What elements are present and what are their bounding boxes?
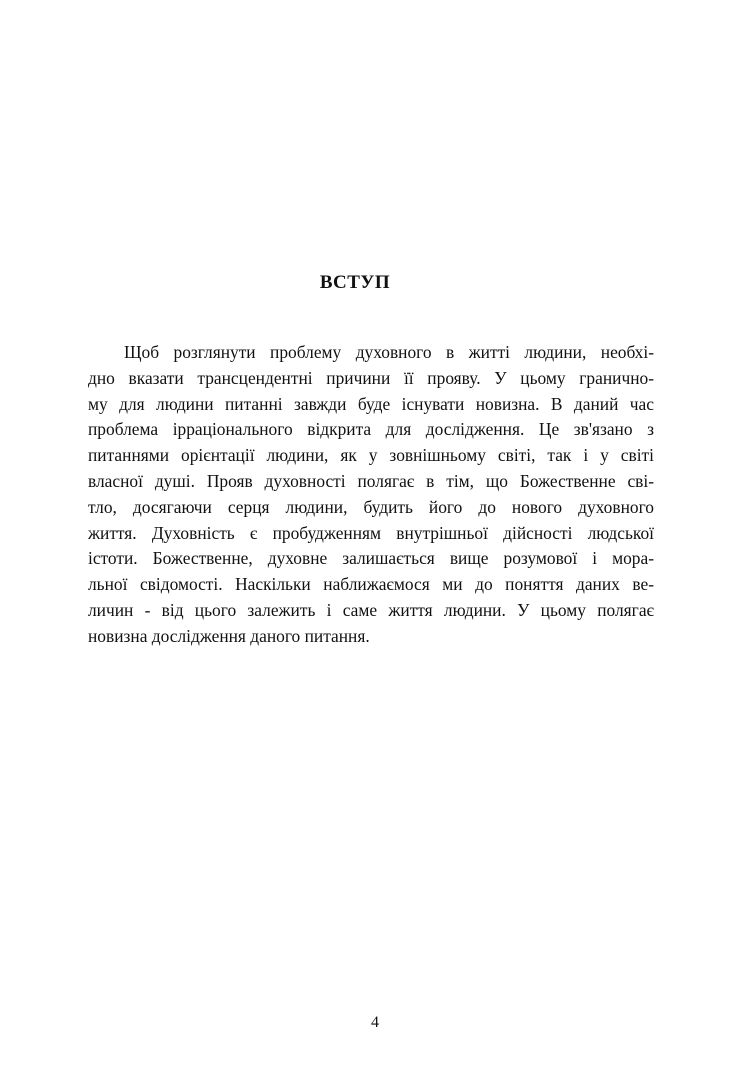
paragraph-line: новизна дослідження даного питання. (88, 625, 370, 646)
paragraph-line: питаннями орієнтації людини, як у зовнішньому світі, так і у світі (88, 445, 654, 466)
paragraph-line: льної свідомості. Наскільки наближаємося ми до поняття даних ве- (88, 574, 654, 595)
paragraph-line: істоти. Божественне, духовне залишається вище розумової і мора- (88, 548, 654, 569)
paragraph-line: дно вказати трансцендентні причини її прояву. У цьому гранично- (88, 367, 654, 388)
intro-paragraph (88, 340, 654, 650)
paragraph-line: му для людини питанні завжди буде існувати новизна. В даний час (88, 393, 654, 414)
paragraph-line: личин - від цього залежить і саме життя людини. У цьому полягає (88, 599, 654, 620)
paragraph-line: Щоб розглянути проблему духовного в житті людини, необхі- (124, 342, 654, 362)
paragraph-line: тло, досягаючи серця людини, будить його до нового духовного (88, 496, 654, 517)
paragraph-line: власної душі. Прояв духовності полягає в тім, що Божественне сві- (88, 470, 654, 491)
section-title: ВСТУП (319, 272, 391, 293)
paragraph-line: проблема ірраціонального відкрита для дослідження. Це зв'язано з (88, 419, 654, 440)
page-number: 4 (371, 1014, 379, 1031)
paragraph-line: життя. Духовність є пробудженням внутрішньої дійсності людської (88, 522, 654, 543)
